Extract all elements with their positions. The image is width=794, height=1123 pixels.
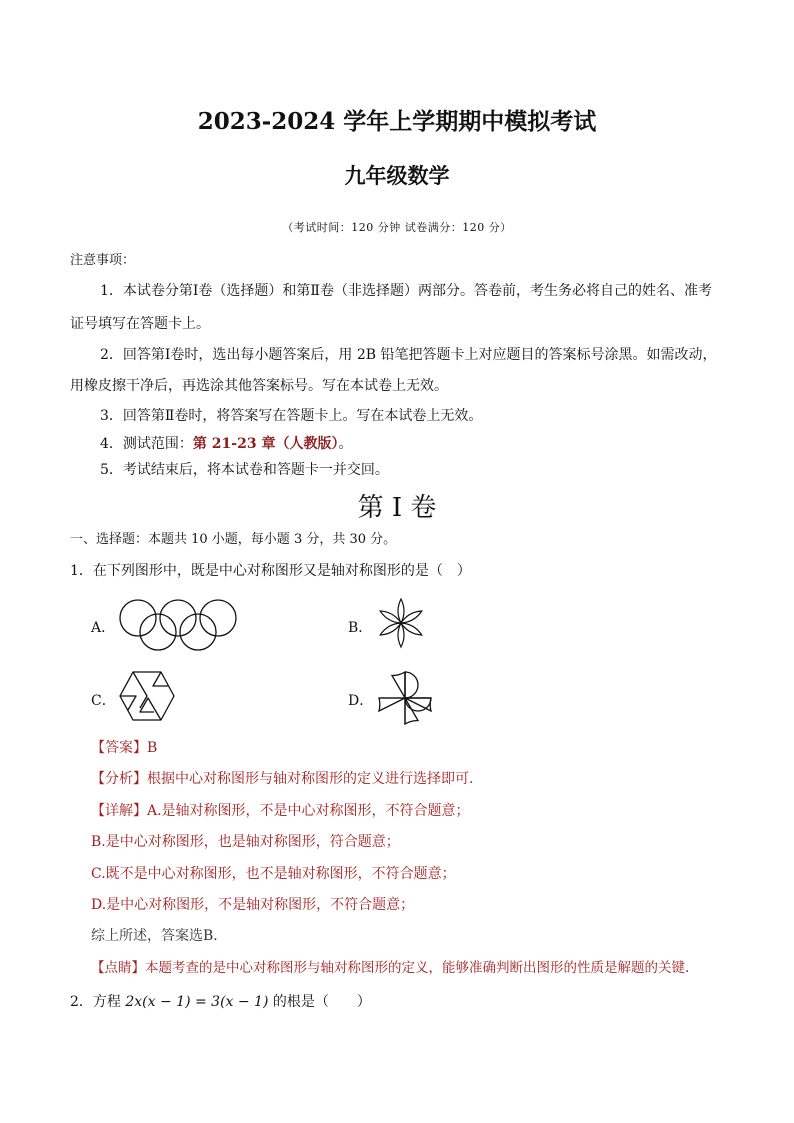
q1-summary: 综上所述，答案选B. <box>91 928 218 944</box>
option-b-label: B． <box>348 620 373 636</box>
q1-detail-2: B.是中心对称图形，也是轴对称图形，符合题意； <box>91 834 400 850</box>
q1-analysis: 【分析】根据中心对称图形与轴对称图形的定义进行选择即可. <box>91 771 474 787</box>
option-a-label: A． <box>91 620 116 636</box>
q2-stem-suffix: 的根是（ ） <box>272 994 371 1010</box>
exam-meta: （考试时间：120 分钟 试卷满分：120 分） <box>282 221 512 234</box>
section-title: 第 I 卷 <box>357 493 437 523</box>
notes-heading: 注意事项： <box>70 253 136 268</box>
q2-equation: 2x(x − 1) = 3(x − 1) <box>125 994 269 1010</box>
pinwheel-figure <box>376 670 434 726</box>
note-item-1b: 证号填写在答题卡上。 <box>70 316 210 332</box>
q1-stem: 1．在下列图形中，既是中心对称图形又是轴对称图形的是（ ） <box>70 563 471 579</box>
note-item-2b: 用橡皮擦干净后，再选涂其他答案标号。写在本试卷上无效。 <box>70 378 448 394</box>
olympic-rings-figure <box>118 598 240 654</box>
note-item-1a: 1．本试卷分第Ⅰ卷（选择题）和第Ⅱ卷（非选择题）两部分。答卷前，考生务必将自己的姓名、准考 <box>100 283 712 299</box>
q1-detail-4: D.是中心对称图形，不是轴对称图形，不符合题意； <box>91 897 415 913</box>
q1-answer: 【答案】B <box>91 740 158 756</box>
note-item-4-prefix: 4．测试范围： <box>100 436 193 452</box>
note-item-5: 5．考试结束后，将本试卷和答题卡一并交回。 <box>100 462 389 478</box>
q1-detail-3: C.既不是中心对称图形，也不是轴对称图形，不符合题意； <box>91 866 456 882</box>
exam-title: 2023-2024 学年上学期期中模拟考试 <box>197 108 597 135</box>
note-item-2a: 2．回答第Ⅰ卷时，选出每小题答案后，用 2B 铅笔把答题卡上对应题目的答案标号涂黑。如需改动， <box>100 347 717 363</box>
option-c-label: C． <box>91 693 116 709</box>
q1-detail-1: 【详解】A.是轴对称图形，不是中心对称图形，不符合题意； <box>91 803 470 819</box>
recycle-hexagon-figure <box>118 670 176 722</box>
note-item-4-suffix: 。 <box>338 436 353 452</box>
exam-subtitle: 九年级数学 <box>344 163 450 188</box>
note-item-4 <box>100 433 352 453</box>
q1-comment: 【点睛】本题考查的是中心对称图形与轴对称图形的定义，能够准确判断出图形的性质是解题的关键. <box>91 960 690 976</box>
note-item-3: 3．回答第Ⅱ卷时，将答案写在答题卡上。写在本试卷上无效。 <box>100 408 483 424</box>
six-petal-flower-figure <box>376 598 426 648</box>
q2-stem-prefix: 2．方程 <box>70 994 121 1010</box>
note-item-4-scope: 第 21-23 章（人教版） <box>192 436 339 452</box>
option-d-label: D． <box>348 693 374 709</box>
part-heading: 一、选择题：本题共 10 小题，每小题 3 分，共 30 分。 <box>70 532 397 547</box>
q2-stem <box>70 991 371 1011</box>
